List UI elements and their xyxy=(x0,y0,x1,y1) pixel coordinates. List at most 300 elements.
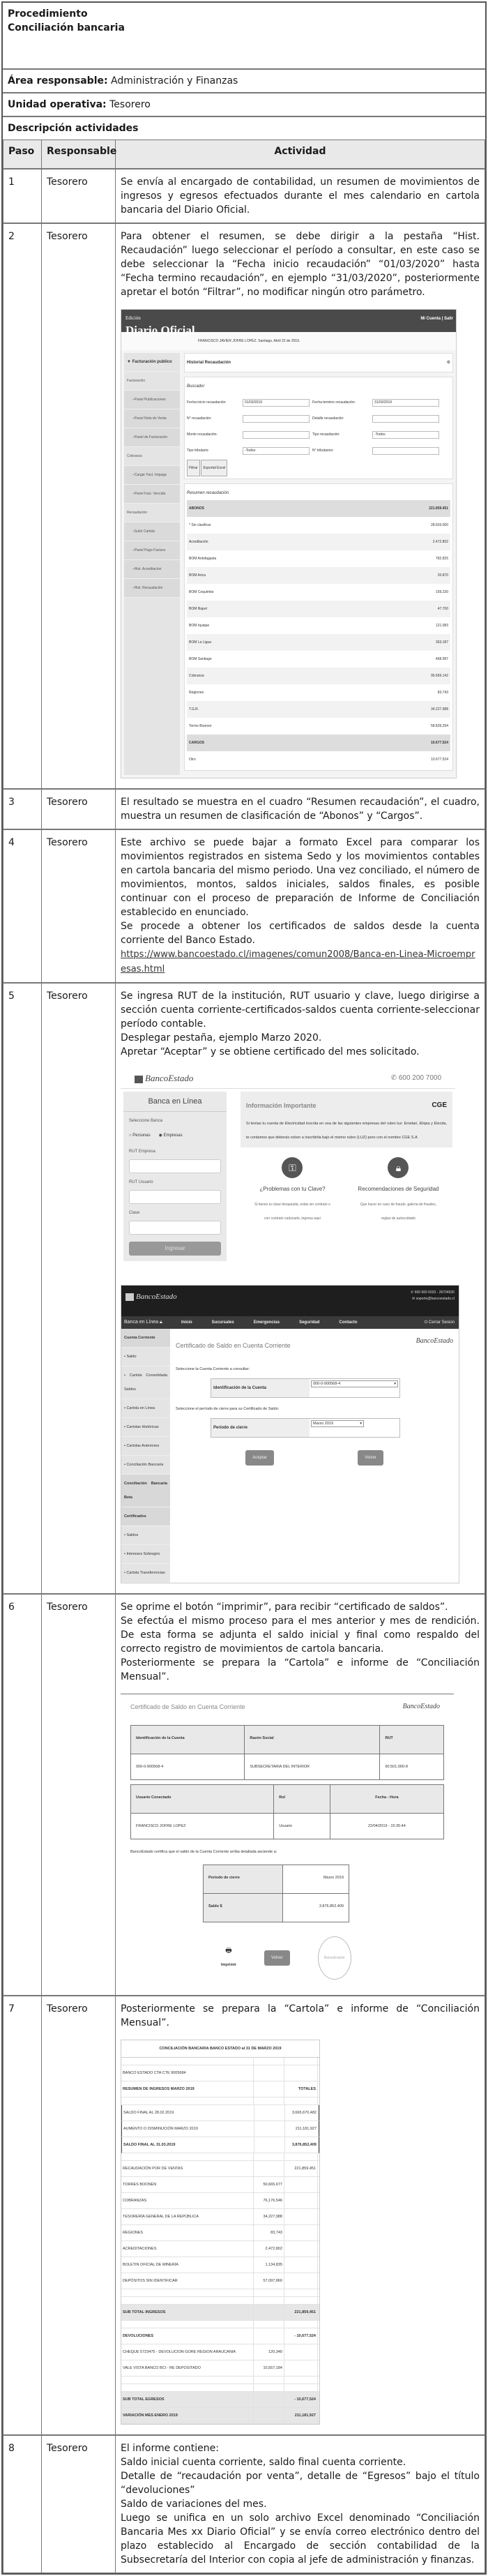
summary-label: ABONOS xyxy=(189,506,204,511)
table-row xyxy=(3,1594,485,1996)
sheet-cell xyxy=(284,2273,318,2289)
activity-paragraph: Se oprime el botón “imprimir”, para recibir “certificado de saldos”. xyxy=(121,1602,448,1613)
summary-label: Torres Boonen xyxy=(189,724,212,728)
sheet-cell xyxy=(254,2289,284,2296)
sidebar-item[interactable]: –Subir Cartola xyxy=(124,522,180,541)
diario-oficial-header xyxy=(121,310,456,337)
sheet-cell: RESUMEN DE INGRESOS MARZO 2019 xyxy=(121,2081,254,2097)
summary-legend: Resumen recaudación xyxy=(187,491,229,495)
summary-row xyxy=(187,534,450,550)
summary-label: Cobranza xyxy=(189,674,204,678)
info-text: Si tenías tu cuenta de Electricidad inscrita en una de las siguientes empresas del rubro luz: Emelari, Eliqsa y Elecda, te contamos que deberás volver a inscribirla bajo el mismo rubro (LUZ) pero con el nombre CGE S.A xyxy=(246,1122,447,1140)
unit-label: Unidad operativa: xyxy=(8,99,107,110)
radio-personas[interactable]: ○ Personas xyxy=(129,1133,151,1138)
sheet-cell: SALDO FINAL AL 28.02.2019 xyxy=(122,2105,254,2121)
summary-value: 468.587 xyxy=(435,657,448,661)
summary-label: BOM Illapel xyxy=(189,607,207,611)
sheet-cell xyxy=(254,2105,285,2121)
search-box xyxy=(184,377,453,479)
account-select[interactable]: 000-0-900568-4 ▾ xyxy=(311,1380,398,1387)
clave-label: Clave xyxy=(129,1211,140,1215)
sheet-row xyxy=(121,2241,319,2257)
sheet-cell xyxy=(254,2392,284,2407)
lock-icon: 🔒︎ xyxy=(160,1320,162,1325)
sheet-cell xyxy=(284,2377,318,2383)
sheet-cell: 83,743 xyxy=(254,2225,284,2240)
sheet-cell xyxy=(284,2297,318,2304)
sheet-row xyxy=(121,2384,319,2392)
sidebar-item[interactable]: –Hist. Recaudación xyxy=(124,579,180,598)
login-panel xyxy=(123,1092,227,1261)
account-label: Identificación de la Cuenta xyxy=(211,1379,310,1397)
sheet-cell xyxy=(284,2344,318,2360)
sheet-cell xyxy=(284,2225,318,2240)
nav-contacto[interactable]: Contacto xyxy=(339,1320,358,1325)
sidebar-item[interactable]: Facturación xyxy=(124,372,180,391)
sheet-row xyxy=(121,2161,319,2177)
step-responsible: Tesorero xyxy=(42,223,116,789)
step-responsible: Tesorero xyxy=(42,1996,116,2435)
sidebar-item[interactable]: –Panel Fact. Vencida xyxy=(124,485,180,504)
period-select[interactable]: Marzo 2019 ▾ xyxy=(311,1420,364,1427)
print-button[interactable]: 🖶 Imprimir xyxy=(221,1944,236,1972)
sidebar-item[interactable]: • Intereses Sobregiro xyxy=(121,1545,170,1564)
diario-sidebar xyxy=(124,353,180,775)
activity-paragraph: Detalle de “recaudación por venta”, detalle de “Egresos” bajo el título “devoluciones” xyxy=(121,2471,480,2496)
clave-input[interactable] xyxy=(129,1221,221,1235)
summary-label: BOM Coquimbo xyxy=(189,590,214,594)
certificate-statement: BancoEstado certifica que el saldo de la Cuenta Corriente arriba detallada asciende a: xyxy=(130,1850,277,1854)
activities-table xyxy=(3,140,485,2573)
summary-row xyxy=(187,634,450,651)
sheet-cell: 221,859,451 xyxy=(284,2161,318,2176)
sheet-row xyxy=(121,2058,319,2065)
step-activity xyxy=(116,1594,485,1996)
n-tributario-input[interactable] xyxy=(372,447,439,455)
area-row xyxy=(3,70,485,93)
sidebar-item[interactable]: • Saldos xyxy=(121,1526,170,1545)
select-banca-label: Seleccione Banca xyxy=(129,1119,163,1123)
sheet-row xyxy=(121,2360,319,2377)
tipo-recaudacion-select[interactable]: -Todos- xyxy=(372,431,439,439)
fecha-inicio-input[interactable]: 01/03/2019 xyxy=(243,399,310,407)
conciliacion-spreadsheet xyxy=(121,2040,320,2425)
sheet-row xyxy=(121,2193,319,2209)
tile-title: ¿Problemas con tu Clave? xyxy=(259,1186,326,1192)
nav-emergencias[interactable]: Emergencias xyxy=(253,1320,280,1325)
column-header-paso: Paso xyxy=(3,140,42,170)
sheet-cell xyxy=(284,2257,318,2273)
rut-usuario-input[interactable] xyxy=(129,1190,221,1204)
phone-number: ✆ 600 200 7000 xyxy=(390,1074,441,1082)
sidebar-item[interactable]: • Cartolas Anteriores xyxy=(121,1437,170,1456)
sheet-cell: 120,340 xyxy=(254,2344,284,2360)
step-activity xyxy=(116,983,485,1594)
summary-row xyxy=(187,668,450,684)
user-line: FRANCISCO JAVIER JOFRE LOPEZ. Santiago, Abril 22 de 2019. xyxy=(121,332,456,350)
search-legend: Buscador xyxy=(187,384,205,389)
sheet-cell xyxy=(254,2153,284,2160)
summary-table xyxy=(187,500,450,768)
sheet-row xyxy=(121,2344,319,2360)
summary-value: 58.839.294 xyxy=(430,724,448,728)
summary-value: 363.187 xyxy=(435,640,448,645)
th-razon: Razón Social xyxy=(245,1726,380,1754)
sheet-cell: CHEQUE 5723475 - DEVOLUCION GORE REGION ARAUCANIA xyxy=(121,2344,254,2360)
sidebar-item[interactable]: • Cartola Transferencias xyxy=(121,1564,170,1583)
sheet-cell: TORRES BOONEN xyxy=(121,2177,254,2192)
unit-row xyxy=(3,93,485,117)
td-fecha: 22/04/2019 - 15:35:44 xyxy=(330,1814,443,1839)
support-phone: ✆ 600 660 0033 - 26704535 xyxy=(411,1290,455,1295)
sheet-cell xyxy=(284,2360,318,2376)
summary-value: 10.677.524 xyxy=(430,741,448,745)
account-info-table xyxy=(130,1725,444,1780)
summary-value: 782.825 xyxy=(435,557,448,561)
sheet-cell xyxy=(284,2289,318,2296)
nav-seguridad[interactable]: Seguridad xyxy=(299,1320,320,1325)
n-tributario-label: N° tributarion: xyxy=(312,449,334,453)
sheet-row xyxy=(121,2081,319,2097)
th-period: Período de cierre xyxy=(204,1865,283,1894)
summary-value: 159.230 xyxy=(435,590,448,594)
activity-paragraph: Desplegar pestaña, ejemplo Marzo 2020. xyxy=(121,1032,322,1044)
back-button[interactable]: Volver xyxy=(358,1450,383,1466)
sheet-row xyxy=(121,2377,319,2384)
area-value: Administración y Finanzas xyxy=(111,75,238,86)
td-user: FRANCISCO JOFRE LOPEZ xyxy=(131,1814,274,1839)
sheet-cell xyxy=(254,2377,284,2383)
step-number: 2 xyxy=(3,223,42,789)
summary-label: Acreditación xyxy=(189,540,208,544)
sheet-row xyxy=(121,2137,319,2153)
n-recaudacion-input[interactable] xyxy=(243,415,310,423)
sheet-cell: AUMENTO O DISMINUCIÓN MARZO 2019 xyxy=(122,2121,254,2137)
summary-label: BOM Antofagasta xyxy=(189,557,217,561)
rut-empresa-label: RUT Empresa xyxy=(129,1150,155,1154)
sheet-row xyxy=(121,2225,319,2241)
sheet-cell xyxy=(254,2058,284,2065)
summary-row xyxy=(187,517,450,534)
sheet-cell: 1,134,835 xyxy=(254,2257,284,2273)
ingresar-button[interactable]: Ingresar xyxy=(129,1242,221,1256)
td-rut: 60.501.000-8 xyxy=(380,1754,444,1780)
bancoestado-logo: BancoEstado xyxy=(135,1071,193,1085)
th-rut: RUT xyxy=(380,1726,444,1754)
step-activity xyxy=(116,789,485,829)
sheet-cell: 76,176,546 xyxy=(254,2193,284,2208)
activity-paragraph: Saldo de variaciones del mes. xyxy=(121,2499,267,2510)
sidebar-item[interactable]: –Panel Publicaciones xyxy=(124,391,180,409)
summary-value: 2.472.802 xyxy=(432,540,448,544)
sheet-cell xyxy=(121,2058,254,2065)
sidebar-item[interactable]: • Cartola en Línea xyxy=(121,1399,170,1418)
sheet-row xyxy=(121,2297,319,2305)
monto-label: Monto recaudación: xyxy=(187,432,218,437)
logout-link[interactable]: ⏻ Cerrar Sesion xyxy=(424,1320,455,1325)
sheet-cell xyxy=(284,2241,318,2257)
procedure-name: Conciliación bancaria xyxy=(8,22,125,33)
step-number: 5 xyxy=(3,983,42,1594)
password-help-tile[interactable] xyxy=(254,1157,330,1226)
sheet-cell xyxy=(284,2193,318,2208)
activity-paragraph: Posteriormente se prepara la “Cartola” e informe de “Conciliación Mensual”. xyxy=(121,1657,480,1682)
sheet-cell xyxy=(254,2137,285,2153)
question-account: Seleccione la Cuenta Corriente a consultar: xyxy=(176,1367,250,1371)
activity-paragraph: Se procede a obtener los certificados de saldos desde la cuenta corriente del Banco Estado. xyxy=(121,921,480,946)
balance-table xyxy=(203,1865,349,1922)
summary-row xyxy=(187,735,450,751)
sidebar-item[interactable]: ▼ Facturación publico xyxy=(124,353,180,372)
bancoestado-link[interactable]: https://www.bancoestado.cl/imagenes/comun2008/Banca-en-Linea-Microempresas.html xyxy=(121,949,475,974)
panel-title: Historial Recaudación xyxy=(187,361,231,365)
summary-label: BOM Iquique xyxy=(189,624,210,628)
sidebar-item[interactable]: Conciliación Bancaria Beta xyxy=(121,1475,170,1507)
banca-label: Banca en Línea 🔒︎ xyxy=(124,1320,162,1325)
sheet-row xyxy=(121,2305,319,2321)
sheet-cell: 3,665,670,482 xyxy=(285,2105,319,2121)
activity-paragraph: Luego se unifica en un solo archivo Excel denominado “Conciliación Bancaria Mes xx Diario Oficial” y se envía correo electrónico dentro del plazo establecido al Encargado de sección contabilidad de la Subsecretaría del Interior con copia al jefe de administración y finanzas. xyxy=(121,2513,480,2566)
form-title: Certificado de Saldo en Cuenta Corriente xyxy=(176,1342,291,1349)
rut-usuario-label: RUT Usuario xyxy=(129,1180,153,1184)
th-user: Usuario Conectado xyxy=(131,1785,274,1814)
activity-paragraph: Apretar “Aceptar” y se obtiene certificado del mes solicitado. xyxy=(121,1046,420,1057)
sheet-cell: VARIACIÓN MES ENERO 2019 xyxy=(121,2408,254,2423)
sheet-cell xyxy=(284,2097,318,2104)
summary-label: CARGOS xyxy=(189,741,204,745)
step-activity xyxy=(116,223,485,789)
table-row xyxy=(3,789,485,829)
sheet-cell xyxy=(254,2081,284,2097)
step-responsible: Tesorero xyxy=(42,789,116,829)
sheet-cell: DEVOLUCIONES xyxy=(121,2328,254,2344)
bancoestado-login-screenshot xyxy=(121,1069,455,1264)
summary-row xyxy=(187,584,450,601)
summary-label: BOM Santiago xyxy=(189,657,212,661)
procedure-document xyxy=(1,1,487,2575)
sheet-cell: VALE VISTA BANCO BCI - RE DEPOSITADO xyxy=(121,2360,254,2376)
support-email: ✉ soporte@bancoestado.cl xyxy=(412,1297,455,1301)
cge-logo: CGE xyxy=(432,1101,447,1109)
chevron-down-icon: ▾ xyxy=(394,1382,396,1386)
activity-paragraph: El informe contiene: xyxy=(121,2443,219,2454)
sheet-cell: ACREDITACIONES xyxy=(121,2241,254,2257)
procedure-label: Procedimiento xyxy=(8,8,88,20)
radio-empresas[interactable]: ◉ Empresas xyxy=(158,1133,183,1138)
activity-paragraph: Posteriormente se prepara la “Cartola” e informe de “Conciliación Mensual”. xyxy=(121,2003,480,2028)
certificate-title: Certificado de Saldo en Cuenta Corriente xyxy=(130,1703,245,1710)
sheet-row xyxy=(121,2408,319,2424)
step-responsible: Tesorero xyxy=(42,983,116,1594)
sheet-row xyxy=(121,2321,319,2328)
sheet-cell: 221,859,451 xyxy=(284,2305,318,2320)
sheet-cell xyxy=(284,2209,318,2224)
sheet-cell xyxy=(121,2384,254,2391)
step-number: 1 xyxy=(3,169,42,223)
sidebar-item[interactable]: –Hist. Acreditacion xyxy=(124,560,180,579)
rut-empresa-input[interactable] xyxy=(129,1159,221,1173)
nav-sucursales[interactable]: Sucursales xyxy=(211,1320,234,1325)
table-row xyxy=(3,1996,485,2435)
back-button[interactable]: Volver xyxy=(264,1950,290,1966)
sidebar-item[interactable]: –Panel de Facturación xyxy=(124,428,180,447)
summary-row xyxy=(187,718,450,735)
sidebar-item[interactable]: • Saldo xyxy=(121,1348,170,1366)
sheet-row xyxy=(121,2273,319,2289)
activity-paragraph: Para obtener el resumen, se debe dirigir a la pestaña “Hist. Recaudación” luego seleccionar el período a consultar, en este caso se debe seleccionar la “Fecha inicio recaudación” “01/03/2020” hasta “Fecha termino recaudación”, en ejemplo “31/03/2020”, posteriormente apretar el botón “Filtrar”, no modificar ningún otro parámetro. xyxy=(121,231,480,298)
th-fecha: Fecha - Hora xyxy=(330,1785,443,1814)
bancoestado-logo: BancoEstado xyxy=(125,1290,177,1312)
sheet-cell: - 10,677,524 xyxy=(284,2328,318,2344)
summary-label: * Sin clasificar xyxy=(189,523,211,527)
sheet-cell xyxy=(121,2097,254,2104)
gear-icon[interactable]: ⚙ xyxy=(446,361,450,365)
section-title-row xyxy=(3,117,485,140)
activity-paragraph: Se ingresa RUT de la institución, RUT usuario y clave, luego dirigirse a sección cuenta corriente-certificados-saldos cuenta corriente-seleccionar período contable. xyxy=(121,991,480,1030)
summary-box xyxy=(184,483,453,771)
column-header-responsable: Responsable xyxy=(42,140,116,170)
sheet-cell xyxy=(121,2289,254,2296)
td-account: 000-0-900568-4 xyxy=(131,1754,245,1780)
summary-label: Regiones xyxy=(189,691,204,695)
sheet-cell xyxy=(254,2384,284,2391)
sheet-cell xyxy=(254,2408,284,2423)
summary-value: 83.743 xyxy=(437,691,448,695)
accept-button[interactable]: Aceptar xyxy=(245,1450,274,1466)
th-saldo: Saldo $ xyxy=(204,1894,283,1922)
activity-paragraph: Se efectúa el mismo proceso para el mes anterior y mes de rendición. De esta forma se adjunta el saldo inicial y final como respaldo del correcto registro de movimientos de cartola bancaria. xyxy=(121,1615,480,1655)
account-sidebar xyxy=(121,1329,170,1583)
sidebar-item[interactable]: –Cargar Fact. Impaga xyxy=(124,466,180,485)
bancoestado-logo: BancoEstado xyxy=(415,1337,453,1345)
sheet-cell xyxy=(254,2297,284,2304)
sidebar-item[interactable]: –Panel Nota de Venta xyxy=(124,409,180,428)
sheet-row xyxy=(121,2065,319,2081)
sheet-cell xyxy=(284,2058,318,2065)
monto-input[interactable] xyxy=(243,431,310,439)
summary-value: 47.700 xyxy=(437,607,448,611)
sidebar-item[interactable]: • Cartola Consolidada Saldos xyxy=(121,1366,170,1399)
bancoestado-logo: BancoEstado xyxy=(402,1703,440,1710)
security-tile[interactable] xyxy=(358,1157,439,1226)
sidebar-item[interactable]: Recaudacion xyxy=(124,504,180,522)
column-header-actividad: Actividad xyxy=(116,140,485,170)
summary-row xyxy=(187,550,450,567)
sheet-row xyxy=(121,2209,319,2225)
th-rol: Rol xyxy=(274,1785,330,1814)
summary-value: 20.870 xyxy=(437,573,448,578)
table-row xyxy=(3,223,485,789)
summary-value: 28.603.000 xyxy=(430,523,448,527)
summary-value: 34.227.988 xyxy=(430,707,448,711)
export-excel-button[interactable]: Exportal Excel xyxy=(201,460,227,476)
summary-row xyxy=(187,751,450,768)
summary-label: T.G.R. xyxy=(189,707,199,711)
fecha-inicio-label: Fecha inicio recaudación: xyxy=(187,400,227,405)
nav-inicio[interactable]: Inicio xyxy=(181,1320,192,1325)
account-links[interactable]: Mi Cuenta | Salir xyxy=(420,317,453,321)
sheet-row xyxy=(121,2392,319,2408)
table-row xyxy=(3,829,485,983)
sheet-cell xyxy=(254,2161,284,2176)
th-account: Identificación de la Cuenta xyxy=(131,1726,245,1754)
sheet-cell: BANCO ESTADO CTA CTE 9005684 xyxy=(121,2065,254,2081)
summary-value: 121.083 xyxy=(435,624,448,628)
sheet-cell xyxy=(121,2153,254,2160)
summary-row xyxy=(187,684,450,701)
info-title: Información Importante xyxy=(246,1102,317,1109)
sidebar-item[interactable]: Certificados xyxy=(121,1507,170,1526)
sheet-cell xyxy=(254,2097,284,2104)
fecha-termino-label: Fecha termino recaudación: xyxy=(312,400,356,405)
summary-row xyxy=(187,567,450,584)
certificate-print-screenshot xyxy=(121,1694,454,1985)
step-responsible: Tesorero xyxy=(42,1594,116,1996)
step-responsible: Tesorero xyxy=(42,829,116,983)
td-saldo: 3.876.852.409 xyxy=(282,1894,349,1922)
tipo-tributario-select[interactable]: -Todos- xyxy=(243,447,310,455)
filter-button[interactable]: Filtrar xyxy=(187,460,200,476)
sheet-cell: 211,181,927 xyxy=(284,2408,318,2423)
tile-desc: Si tienes tu clave bloqueada, estás sin contrato o con contrato caducado, ingresa aquí xyxy=(254,1203,330,1221)
bank-seal-icon: BancoEstado xyxy=(318,1936,351,1980)
diario-oficial-logo: Diario Oficial xyxy=(125,324,195,337)
summary-row xyxy=(187,651,450,668)
sheet-cell: SUB TOTAL INGRESOS xyxy=(121,2305,254,2320)
table-header-row xyxy=(3,140,485,170)
top-nav xyxy=(121,1316,459,1329)
sheet-cell xyxy=(254,2065,284,2081)
sheet-row xyxy=(121,2328,319,2344)
step-responsible: Tesorero xyxy=(42,2435,116,2573)
period-label: Período de cierre xyxy=(211,1419,310,1437)
step-activity xyxy=(116,2435,485,2573)
step-responsible: Tesorero xyxy=(42,169,116,223)
summary-row xyxy=(187,617,450,634)
sheet-cell: - 10,677,524 xyxy=(284,2392,318,2407)
detalle-input[interactable] xyxy=(372,415,439,423)
td-rol: Usuario xyxy=(274,1814,330,1839)
tipo-recaudacion-label: Tipo recaudación: xyxy=(312,432,340,437)
step-number: 8 xyxy=(3,2435,42,2573)
sheet-row xyxy=(121,2289,319,2297)
sheet-cell xyxy=(254,2321,284,2328)
step-activity xyxy=(116,169,485,223)
table-row xyxy=(3,983,485,1594)
fecha-termino-input[interactable]: 31/03/2019 xyxy=(372,399,439,407)
sidebar-item[interactable]: –Panel Pago Factura xyxy=(124,541,180,560)
sheet-cell: BOLETIN OFICIAL DE MINERÍA xyxy=(121,2257,254,2273)
step-activity xyxy=(116,1996,485,2435)
summary-label: Otro xyxy=(189,758,196,762)
step-number: 6 xyxy=(3,1594,42,1996)
sidebar-item[interactable]: Cobranza xyxy=(124,447,180,466)
n-recaudacion-label: N° recaudación: xyxy=(187,416,212,421)
sheet-cell xyxy=(121,2297,254,2304)
edition-label: Edición xyxy=(125,315,141,321)
sheet-row xyxy=(121,2177,319,2193)
sheet-cell xyxy=(284,2384,318,2391)
sidebar-item[interactable]: • Cartolas Históricas xyxy=(121,1418,170,1437)
sheet-cell: 34,227,988 xyxy=(254,2209,284,2224)
sheet-cell: 2,472,802 xyxy=(254,2241,284,2257)
sheet-cell xyxy=(284,2177,318,2192)
sheet-cell: DEPÓSITOS SIN IDENTIFICAR xyxy=(121,2273,254,2289)
tile-title: Recomendaciones de Seguridad xyxy=(358,1186,439,1192)
sidebar-item[interactable]: Cuenta Corriente xyxy=(121,1329,170,1348)
procedure-title xyxy=(3,3,485,70)
sidebar-item[interactable]: • Conciliación Bancaria xyxy=(121,1456,170,1475)
